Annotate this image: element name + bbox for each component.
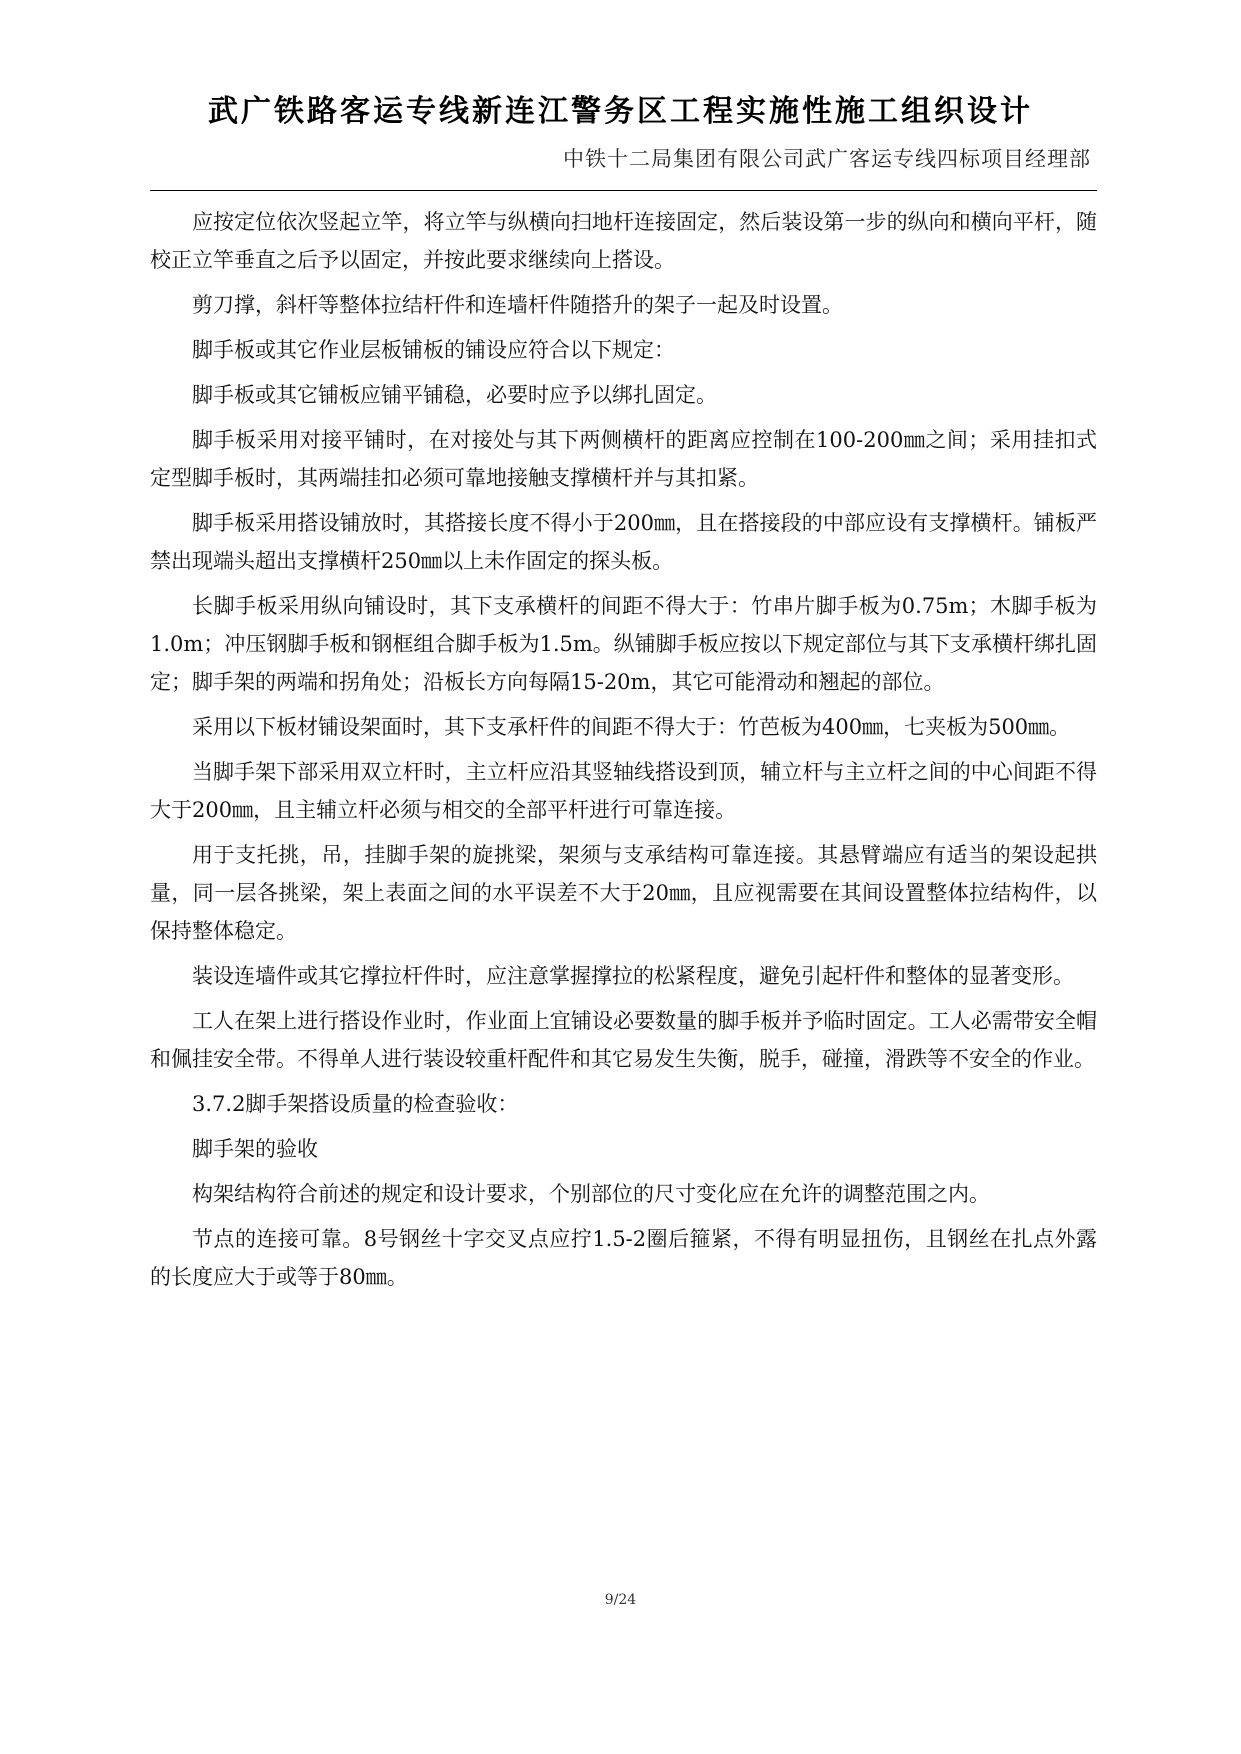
paragraph: 采用以下板材铺设架面时，其下支承杆件的间距不得大于：竹芭板为400㎜，七夹板为500㎜。 xyxy=(192,715,1071,739)
section-heading: 3.7.2脚手架搭设质量的检查验收： xyxy=(192,1092,519,1116)
paragraph: 脚手板或其它铺板应铺平铺稳，必要时应予以绑扎固定。 xyxy=(192,383,717,407)
paragraph: 装设连墙件或其它撑拉杆件时，应注意掌握撑拉的松紧程度，避免引起杆件和整体的显著变形。 xyxy=(192,964,1074,988)
paragraph: 节点的连接可靠。8号钢丝十字交叉点应拧1.5-2圈后箍紧，不得有明显扭伤，且钢丝在扎点外露的长度应大于或等于80㎜。 xyxy=(150,1227,1097,1289)
paragraph: 剪刀撑，斜杆等整体拉结杆件和连墙杆件随搭升的架子一起及时设置。 xyxy=(192,293,843,317)
header-divider xyxy=(150,190,1097,191)
document-title: 武广铁路客运专线新连江警务区工程实施性施工组织设计 xyxy=(208,94,1033,129)
paragraph: 构架结构符合前述的规定和设计要求，个别部位的尺寸变化应在允许的调整范围之内。 xyxy=(192,1182,990,1206)
paragraph: 脚手板或其它作业层板铺板的铺设应符合以下规定： xyxy=(192,338,675,362)
paragraph: 应按定位依次竖起立竿，将立竿与纵横向扫地杆连接固定，然后装设第一步的纵向和横向平杆，随校正立竿垂直之后予以固定，并按此要求继续向上搭设。 xyxy=(150,210,1097,272)
paragraph: 脚手板采用对接平铺时，在对接处与其下两侧横杆的距离应控制在100-200㎜之间；采用挂扣式定型脚手板时，其两端挂扣必须可靠地接触支撑横杆并与其扣紧。 xyxy=(150,428,1097,490)
paragraph: 长脚手板采用纵向铺设时，其下支承横杆的间距不得大于：竹串片脚手板为0.75m；木脚手板为1.0m；冲压钢脚手板和钢框组合脚手板为1.5m。纵铺脚手板应按以下规定部位与其下支承横杆绑扎固定；脚手架的两端和拐角处；沿板长方向每隔15-20m，其它可能滑动和翘起的部位。 xyxy=(150,594,1097,694)
paragraph: 用于支托挑，吊，挂脚手架的旋挑梁，架须与支承结构可靠连接。其悬臂端应有适当的架设起拱量，同一层各挑梁，架上表面之间的水平误差不大于20㎜，且应视需要在其间设置整体拉结构件，以保持整体稳定。 xyxy=(150,843,1097,943)
document-body xyxy=(150,203,1097,1303)
page-number: 9/24 xyxy=(604,1592,637,1608)
paragraph: 脚手板采用搭设铺放时，其搭接长度不得小于200㎜，且在搭接段的中部应设有支撑横杆。铺板严禁出现端头超出支撑横杆250㎜以上未作固定的探头板。 xyxy=(150,511,1097,573)
subsection-heading: 脚手架的验收 xyxy=(192,1137,318,1161)
document-subtitle: 中铁十二局集团有限公司武广客运专线四标项目经理部 xyxy=(563,147,1091,171)
paragraph: 工人在架上进行搭设作业时，作业面上宜铺设必要数量的脚手板并予临时固定。工人必需带安全帽和佩挂安全带。不得单人进行装设较重杆配件和其它易发生失衡，脱手，碰撞，滑跌等不安全的作业。 xyxy=(150,1009,1097,1071)
paragraph: 当脚手架下部采用双立杆时，主立杆应沿其竖轴线搭设到顶，辅立杆与主立杆之间的中心间距不得大于200㎜，且主辅立杆必须与相交的全部平杆进行可靠连接。 xyxy=(150,760,1097,822)
